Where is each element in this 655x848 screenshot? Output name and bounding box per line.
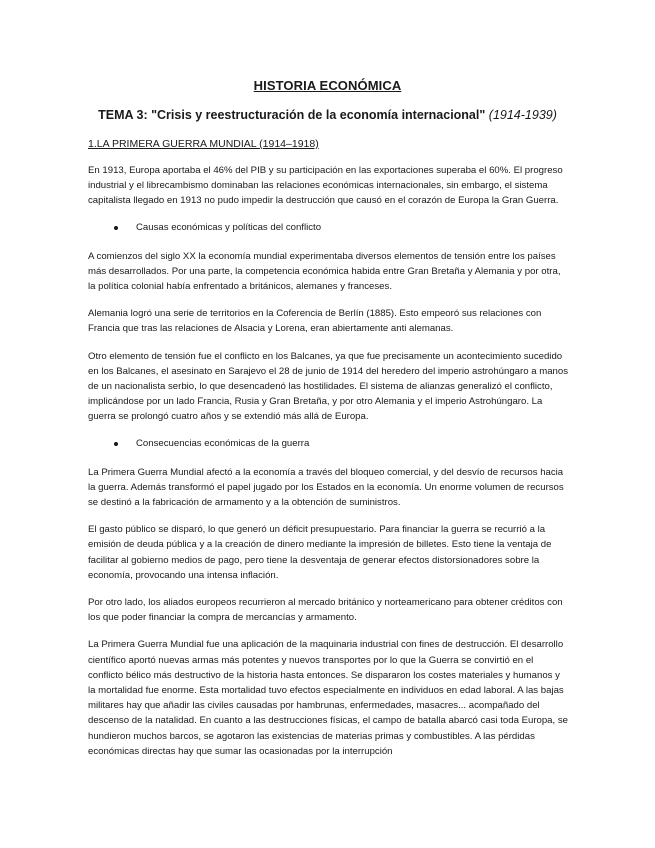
paragraph: La Primera Guerra Mundial fue una aplicación de la maquinaria industrial con fines de destrucción. El desarrollo científico aportó nuevas armas más potentes y nuevos transportes por lo que la Guerra se convirtió en el conflicto bélico más destructivo de la historia hasta entonces. Se dispararon los costes materiales y humanos y la mortalidad fue enorme. Esta mortalidad tuvo efectos especialmente en individuos en edad laboral. A las bajas militares hay que añadir las civiles causadas por hambrunas, enfermedades, masacres... acompañado del descenso de la natalidad. En cuanto a las destrucciones físicas, el campo de batalla abarcó casi toda Europa, se hundieron muchos barcos, se agotaron las existencias de materias primas y combustibles. A las pérdidas económicas directas hay que sumar las ocasionadas por la interrupción	[88, 639, 568, 757]
paragraph: Otro elemento de tensión fue el conflicto en los Balcanes, ya que fue precisamente un acontecimiento sucedido en los Balcanes, el asesinato en Sarajevo el 28 de junio de 1914 del heredero del imperio astrohúngaro a manos de un nacionalista serbio, lo que desencadenó las hostilidades. El sistema de alianzas generalizó el conflicto, implicándose por un lado Francia, Rusia y Gran Bretaña, y por otro Alemania y el imperio Astrohúngaro. La guerra se prolongó cuatro años y se extendió más allá de Europa.	[88, 350, 569, 423]
bullet-label: Causas económicas y políticas del conflicto	[136, 221, 322, 233]
paragraph: Por otro lado, los aliados europeos recurrieron al mercado británico y norteamericano para obtener créditos con los que poder financiar la compra de mercancías y armamento.	[88, 597, 563, 624]
subtitle-main: TEMA 3: "Crisis y reestructuración de la economía internacional"	[98, 108, 486, 122]
paragraph: El gasto público se disparó, lo que generó un déficit presupuestario. Para financiar la guerra se recurrió a la emisión de deuda pública y a la creación de dinero mediante la impresión de billetes. Esto tiene la ventaja de facilitar al gobierno medios de pago, pero tiene la desventaja de generar efectos distorsionadores sobre la economía, provocando una intensa inflación.	[88, 524, 552, 581]
subtitle-dates: (1914-1939)	[488, 108, 557, 122]
document-subtitle	[0, 108, 655, 122]
bullet-dot-icon	[114, 442, 118, 446]
paragraph: A comienzos del siglo XX la economía mundial experimentaba diversos elementos de tensión entre los países más desarrollados. Por una parte, la competencia económica habida entre Gran Bretaña y Alemania y por otra, la política colonial había enfrentado a británicos, alemanes y franceses.	[88, 250, 561, 293]
section-title: 1.LA PRIMERA GUERRA MUNDIAL (1914–1918)	[88, 138, 319, 150]
bullet-item-consequences	[114, 437, 568, 451]
bullet-item-causes	[114, 221, 568, 235]
paragraph: Alemania logró una serie de territorios en la Coferencia de Berlín (1885). Esto empeoró sus relaciones con Francia que tras las relaciones de Alsacia y Lorena, eran abiertamente anti alemanas.	[88, 308, 542, 335]
bullet-label: Consecuencias económicas de la guerra	[136, 437, 310, 449]
document-title: HISTORIA ECONÓMICA	[253, 78, 402, 93]
paragraph: La Primera Guerra Mundial afectó a la economía a través del bloqueo comercial, y del desvío de recursos hacia la guerra. Además transformó el papel jugado por los Estados en la economía. Un enorme volumen de recursos se destinó a la fabricación de armamento y a la obtención de suministros.	[88, 466, 564, 509]
paragraph-intro: En 1913, Europa aportaba el 46% del PIB y su participación en las exportaciones superaba el 60%. El progreso industrial y el librecambismo dominaban las relaciones económicas internacionales, sin embargo, el sistema capitalista llegado en 1913 no pudo impedir la destrucción que causó en el corazón de Europa la Gran Guerra.	[88, 165, 563, 207]
document-body	[88, 163, 568, 771]
bullet-dot-icon	[114, 226, 118, 230]
